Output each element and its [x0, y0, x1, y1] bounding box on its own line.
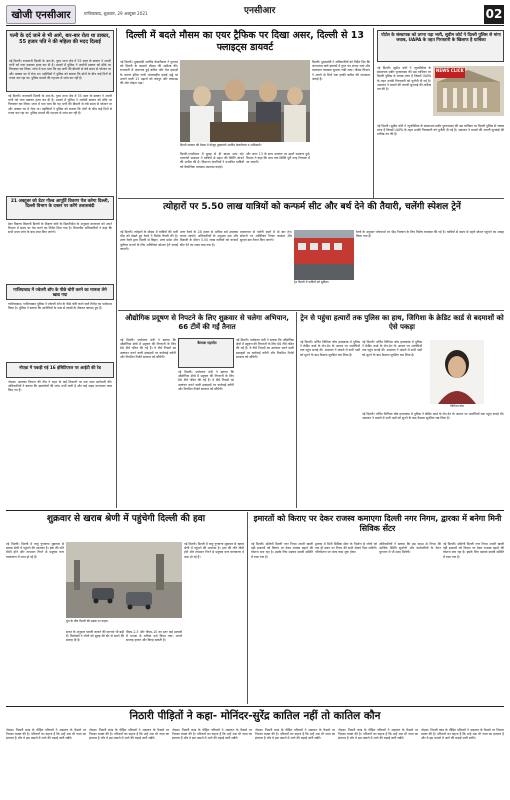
portrait-image	[430, 340, 484, 404]
pollution-quote-label: कैलाश गहलोत	[197, 341, 217, 345]
trains-col-a: नई दिल्ली। त्योहारों के मौसम में यात्रियों की भारी भीड़ को देखते हुए रेलवे ने विशेष तैयारी की है। उत्तर रेलवे द्वारा दिल्ली से बिहार, उत्तर प्रदेश और पूर्वोत्तर राज्यों के लिए अतिरिक्त स्पेशल ट्रेनें चलाई जाएंगी।	[120, 230, 178, 251]
smog-road-image	[66, 542, 182, 618]
crime-col-b: नई दिल्ली। चर्चित जिगिशा घोष हत्याकांड में पुलिस ने क्रेडिट कार्ड के लेन-देन के आधार पर आरोपियों तक पहुंच बनाई थी। अदालत ने मामले में सभी पक्षों को सुनने के बाद फैसला सुरक्षित रख लिया है।	[362, 340, 422, 357]
column-divider	[116, 28, 117, 508]
story-detector-headline: 21 अक्टूबर को डेटर गोल्ड आपूर्ति विवरण पेश करेगा दिल्ली, दिल्ली विभाग के दफ्तर पर करेंगे तलाशबंदी	[10, 199, 110, 210]
nithari-col-d: नोएडा। निठारी कांड के पीड़ित परिवारों ने अदालत के फैसले पर निराशा व्यक्त की है। परिजनों का कहना है कि उन्हें अब भी न्याय का इंतजार है और वे इस मामले में आगे की लड़ाई जारी रखेंगे।	[255, 728, 335, 741]
dwarka-col-b: द्वारका में मिनी सिविक सेंटर के निर्माण से लोगों को एक ही स्थान पर निगम की सभी सेवाएं मिल सकेंगी। परियोजना पर जल्द काम शुरू होगा।	[315, 542, 377, 555]
air-headline: शुक्रवार से खराब श्रेणी में पहुंचेगी दिल्ली की हवा	[46, 514, 206, 524]
masthead	[6, 4, 504, 26]
newsclick-body-b: नई दिल्ली। सुप्रीम कोर्ट ने न्यूजक्लिक के संस्थापक प्रबीर पुरकायस्थ की उस याचिका पर दिल्ली पुलिस से जवाब मांगा है जिसमें UAPA के तहत उनकी गिरफ्तारी को चुनौती दी गई है। अदालत ने मामले की अगली सुनवाई की तारीख तय की है।	[377, 124, 504, 137]
meeting-photo-image	[180, 60, 310, 142]
lead-photo-caption: दिल्ली सरकार की बैठक में मौजूद मुख्यमंत्री अरविंद केजरीवाल व अधिकारी।	[180, 143, 262, 147]
section-name: एनसीआर	[244, 6, 276, 16]
nithari-col-e: नोएडा। निठारी कांड के पीड़ित परिवारों ने अदालत के फैसले पर निराशा व्यक्त की है। परिजनों का कहना है कि उन्हें अब भी न्याय का इंतजार है और वे इस मामले में आगे की लड़ाई जारी रखेंगे।	[338, 728, 418, 741]
newsclick-photo	[433, 66, 504, 116]
story-jewellery-body: गाजियाबाद। गाजियाबाद पुलिस ने ज्वेलरी शॉप के पीछे चोरी करने वाले गिरोह का पर्दाफाश किया है। पुलिस ने बताया कि आरोपियों के पास से लाखों के जेवरात बरामद हुए हैं।	[8, 302, 112, 311]
air-photo-caption: धुंध के बीच दिल्ली की सड़क पर वाहन।	[66, 619, 109, 623]
section-divider	[6, 706, 504, 707]
pollution-quote-box	[178, 338, 234, 368]
nithari-col-a: नोएडा। निठारी कांड के पीड़ित परिवारों ने अदालत के फैसले पर निराशा व्यक्त की है। परिजनों का कहना है कि उन्हें अब भी न्याय का इंतजार है और वे इस मामले में आगे की लड़ाई जारी रखेंगे।	[6, 728, 86, 741]
trains-col-d: रेलवे के अनुसार प्लेटफार्म पर भीड़ नियंत्रण के लिए विशेष व्यवस्था की गई है। यात्रियों से समय से पहले स्टेशन पहुंचने का आग्रह किया गया है।	[356, 230, 504, 239]
dwarka-col-c: अधिकारियों ने बताया कि इस कदम से निगम की आर्थिक स्थिति सुधरेगी और कर्मचारियों के वेतन भुगतान में भी मदद मिलेगी।	[379, 542, 441, 555]
story-detector-body: डेटर विवरण बिलानी दिल्ली के शिक्षण कोर्ट के दिशानिर्देश के अनुसार मंगलवार को अपने विभाग में समय पर पेश करने का निर्देश दिया गया है। विभागीय अधिकारियों ने कहा कि सभी प्रपत्र जांच के बाद जमा किए जाएंगे।	[8, 222, 112, 235]
air-col-c: पीएम-2.5 और पीएम-10 का स्तर कई इलाकों में मानक से अधिक दर्ज किया गया। अगले सप्ताह हालत और बिगड़ सकती है।	[126, 630, 182, 643]
dwarka-col-d: नई दिल्ली। दक्षिणी दिल्ली नगर निगम अपनी खाली पड़ी इमारतों को किराए पर देकर राजस्व बढ़ाने की योजना बना रहा है। इसके लिए प्रस्ताव स्थायी समिति में रखा गया है।	[443, 542, 504, 559]
air-photo	[66, 542, 182, 618]
lead-col-b: दिल्ली। मुख्यमंत्री ने अधिकारियों को निर्देश दिए कि जलभराव वाले इलाकों में तुरंत पंप लगाए जाएं और यातायात व्यवस्था सुचारू रखी जाए। मौसम विभाग ने अगले दो दिनों तक हल्की बारिश की संभावना जताई है।	[312, 60, 370, 81]
nithari-col-c: नोएडा। निठारी कांड के पीड़ित परिवारों ने अदालत के फैसले पर निराशा व्यक्त की है। परिजनों का कहना है कि उन्हें अब भी न्याय का इंतजार है और वे इस मामले में आगे की लड़ाई जारी रखेंगे।	[172, 728, 252, 741]
story-jewellery-headline: गाजियाबाद में ज्वेलरी शॉप के पीछे चोरी करने का मामला लेने खाद्य गया	[13, 287, 107, 298]
dwarka-headline: इमारतों को किराए पर देकर राजस्व कमाएगा दिल्ली नगर निगम, द्वारका में बनेगा मिनी सिविक सेंटर	[253, 514, 502, 533]
pollution-headline: औद्योगिक प्रदूषण से निपटने के लिए शुक्रवार से चलेगा अभियान, 66 टीमें की गईं तैनात	[125, 314, 289, 331]
train-image	[294, 230, 354, 280]
nithari-col-b: नोएडा। निठारी कांड के पीड़ित परिवारों ने अदालत के फैसले पर निराशा व्यक्त की है। परिजनों का कहना है कि उन्हें अब भी न्याय का इंतजार है और वे इस मामले में आगे की लड़ाई जारी रखेंगे।	[89, 728, 169, 741]
pollution-col-c: नई दिल्ली। पर्यावरण मंत्री ने बताया कि औद्योगिक क्षेत्रों में प्रदूषण की निगरानी के लिए 66 टीमें गठित की गई हैं। ये टीमें नियमों का उल्लंघन करने वाली इकाइयों पर कार्रवाई करेंगी और नियमित रिपोर्ट सरकार को सौंपेंगी।	[236, 338, 294, 359]
lead-col-a: नई दिल्ली। मुख्यमंत्री अरविंद केजरीवाल ने गुरुवार को दिल्ली के बदलते मौसम की समीक्षा की। राजधानी में अचानक हुई बारिश और तेज हवाओं के कारण इंदिरा गांधी अंतरराष्ट्रीय हवाई अड्डे पर उतरने वाली 13 उड़ानों को जयपुर और लखनऊ की ओर मोड़ना पड़ा।	[120, 60, 178, 86]
pollution-col-a: नई दिल्ली। पर्यावरण मंत्री ने बताया कि औद्योगिक क्षेत्रों में प्रदूषण की निगरानी के लिए 66 टीमें गठित की गई हैं। ये टीमें नियमों का उल्लंघन करने वाली इकाइयों पर कार्रवाई करेंगी और नियमित रिपोर्ट सरकार को सौंपेंगी।	[120, 338, 176, 359]
column-divider	[296, 312, 297, 508]
story-box-jewellery	[6, 284, 114, 300]
court-building-image	[433, 66, 504, 116]
crime-headline: ट्रेन से पहुंचा हत्यारों तक पुलिस का हाथ, जिगिशा के क्रेडिट कार्ड से बदमाशों को ऐसे पकड़ा	[300, 314, 504, 331]
section-divider	[118, 198, 504, 199]
section-divider	[6, 510, 504, 511]
story-noida-headline: नोएडा में पकड़ी गई 16 इंसिटिएरल पर आईटी की रेड	[19, 365, 101, 370]
lead-col-c: दिल्ली-एनसीआर में सुबह से ही बादल छाए रहे। एयरपोर्ट प्रशासन ने यात्रियों से उड़ान की स्थिति जांचने की अपील की है। विमानन कंपनियों ने प्रभावित यात्रियों को वैकल्पिक व्यवस्था उपलब्ध कराई।	[180, 152, 244, 169]
crime-col-c: नई दिल्ली। चर्चित जिगिशा घोष हत्याकांड में पुलिस ने क्रेडिट कार्ड के लेन-देन के आधार पर आरोपियों तक पहुंच बनाई थी। अदालत ने मामले में सभी पक्षों को सुनने के बाद फैसला सुरक्षित रख लिया है।	[362, 412, 504, 421]
page-number: 02	[484, 5, 504, 24]
story-doctor-headline: पत्नी के दर्द जाने से भी आगे, बार-बार रोता था डाक्टर, 55 हजार पति ने की महिला की मदद दिलाई	[9, 33, 111, 46]
crime-photo-caption: जिगिशा घोष	[450, 404, 464, 408]
story-doctor-continued: नई दिल्ली। राजधानी दिल्ली के आर.के. पुरम थाना क्षेत्र में 55 साल के डाक्टर ने अपनी पत्नी को गला दबाकर हत्या कर दी है। मामले में पुलिस ने आरोपी डाक्टर को मौके पर गिरफ्तार कर लिया। जांच में पता चला कि वह पत्नी की बीमारी से लंबे समय से परेशान था और अक्सर घर में रोता था। पड़ोसियों ने पुलिस को बताया कि दोनों के बीच कई दिनों से तनाव चल रहा था। पुलिस मामले की गहनता से जांच कर रही है।	[8, 94, 112, 115]
story-box-detector	[6, 196, 114, 220]
story-box-newsclick	[377, 30, 504, 62]
nithari-headline: निठारी पीड़ितों ने कहा- मोनिंदर-सुरेंद्र कातिल नहीं तो कातिल कौन	[129, 710, 381, 722]
air-col-a: नई दिल्ली। दिल्ली में वायु गुणवत्ता शुक्रवार से खराब श्रेणी में पहुंचने की आशंका है। हवा की गति धीमी होने और तापमान गिरने से प्रदूषक कण वातावरण में जमा हो रहे हैं।	[6, 542, 64, 559]
lead-headline: दिल्ली में बदले मौसम का एयर ट्रैफिक पर दिखा असर, दिल्ली से 13 फ्लाइट्स डायवर्ट	[125, 30, 364, 53]
trains-photo	[294, 230, 354, 280]
section-divider	[118, 310, 504, 311]
newsclick-logo: NEWS CLICK	[436, 68, 464, 73]
lead-photo	[180, 60, 310, 142]
dwarka-col-a: नई दिल्ली। दक्षिणी दिल्ली नगर निगम अपनी खाली पड़ी इमारतों को किराए पर देकर राजस्व बढ़ाने की योजना बना रहा है। इसके लिए प्रस्ताव स्थायी समिति में रखा गया है।	[251, 542, 313, 559]
air-col-b: सफर के अनुसार पराली जलाने की घटनाएं भी बढ़ी हैं। विशेषज्ञों ने लोगों को सुबह की सैर से बचने की सलाह दी है।	[66, 630, 124, 643]
column-divider	[247, 512, 248, 704]
story-noida-body: नोएडा। आयकर विभाग की टीम ने शहर के कई ठिकानों पर एक साथ छापेमारी की। अधिकारियों ने बताया कि दस्तावेजों की जांच अभी जारी है और कई अहम कागजात जब्त किए गए हैं।	[8, 380, 112, 393]
air-col-d: नई दिल्ली। दिल्ली में वायु गुणवत्ता शुक्रवार से खराब श्रेणी में पहुंचने की आशंका है। हवा की गति धीमी होने और तापमान गिरने से प्रदूषक कण वातावरण में जमा हो रहे हैं।	[184, 542, 244, 559]
trains-col-c: प्रयागराज से चलेगी हफ्ते में दो बार ट्रेन। स्टेशनों पर अतिरिक्त टिकट काउंटर और सुरक्षा बल तैनात किए जाएंगे।	[240, 230, 292, 243]
trains-col-b: उत्तर रेलवे के 28 हजार से अधिक बर्थ उपलब्ध कराए जाएंगे। अधिकारियों के अनुसार छठ और दिवाली के दौरान 5.50 लाख यात्रियों को कन्फर्म सीट देने का लक्ष्य रखा गया है।	[180, 230, 238, 247]
lead-col-d: और अगर 13 के साथ धरातल पर उड़ानें सामान्य हुई। विभाग ने कहा कि शाम तक स्थिति पूरी तरह नियंत्रण में आ जाएगी।	[246, 152, 310, 165]
trains-headline: त्योहारों पर 5.50 लाख यात्रियों को कन्फर्म सीट और बर्थ देने की तैयारी, चलेंगी स्पेशल ट्रेनें	[163, 202, 461, 212]
newsclick-headline: पोर्टल के संस्थापक को ठगना पड़ा भारी, सुप्रीम कोर्ट ने दिल्ली पुलिस से मांगा जवाब, UAPA के तहत गिरफ्तारी के खिलाफ है याचिका	[381, 33, 501, 44]
nithari-col-f: नोएडा। निठारी कांड के पीड़ित परिवारों ने अदालत के फैसले पर निराशा व्यक्त की है। परिजनों का कहना है कि उन्हें अब भी न्याय का इंतजार है और वे इस मामले में आगे की लड़ाई जारी रखेंगे।	[421, 728, 504, 741]
brand-logo: खोजी एनसीआर	[6, 5, 76, 24]
trains-photo-caption: ट्रेन दिल्ली में यात्रियों को सुविधा।	[294, 280, 330, 284]
story-box-doctor	[6, 30, 114, 92]
crime-col-a: नई दिल्ली। चर्चित जिगिशा घोष हत्याकांड में पुलिस ने क्रेडिट कार्ड के लेन-देन के आधार पर आरोपियों तक पहुंच बनाई थी। अदालत ने मामले में सभी पक्षों को सुनने के बाद फैसला सुरक्षित रख लिया है।	[300, 340, 360, 357]
dateline: गाजियाबाद, शुक्रवार, 29 अक्टूबर 2021	[84, 11, 148, 16]
pollution-col-b: नई दिल्ली। पर्यावरण मंत्री ने बताया कि औद्योगिक क्षेत्रों में प्रदूषण की निगरानी के लिए 66 टीमें गठित की गई हैं। ये टीमें नियमों का उल्लंघन करने वाली इकाइयों पर कार्रवाई करेंगी और नियमित रिपोर्ट सरकार को सौंपेंगी।	[178, 370, 234, 391]
crime-photo	[430, 340, 484, 404]
story-box-noida	[6, 362, 114, 378]
newsclick-body-a: नई दिल्ली। सुप्रीम कोर्ट ने न्यूजक्लिक के संस्थापक प्रबीर पुरकायस्थ की उस याचिका पर दिल्ली पुलिस से जवाब मांगा है जिसमें UAPA के तहत उनकी गिरफ्तारी को चुनौती दी गई है। अदालत ने मामले की अगली सुनवाई की तारीख तय की है।	[377, 66, 431, 92]
story-doctor-body: नई दिल्ली। राजधानी दिल्ली के आर.के. पुरम थाना क्षेत्र में 55 साल के डाक्टर ने अपनी पत्नी को गला दबाकर हत्या कर दी है। मामले में पुलिस ने आरोपी डाक्टर को मौके पर गिरफ्तार कर लिया। जांच में पता चला कि वह पत्नी की बीमारी से लंबे समय से परेशान था और अक्सर घर में रोता था। पड़ोसियों ने पुलिस को बताया कि दोनों के बीच कई दिनों से तनाव चल रहा था। पुलिस मामले की गहनता से जांच कर रही है।	[9, 59, 111, 80]
column-divider	[373, 28, 374, 198]
